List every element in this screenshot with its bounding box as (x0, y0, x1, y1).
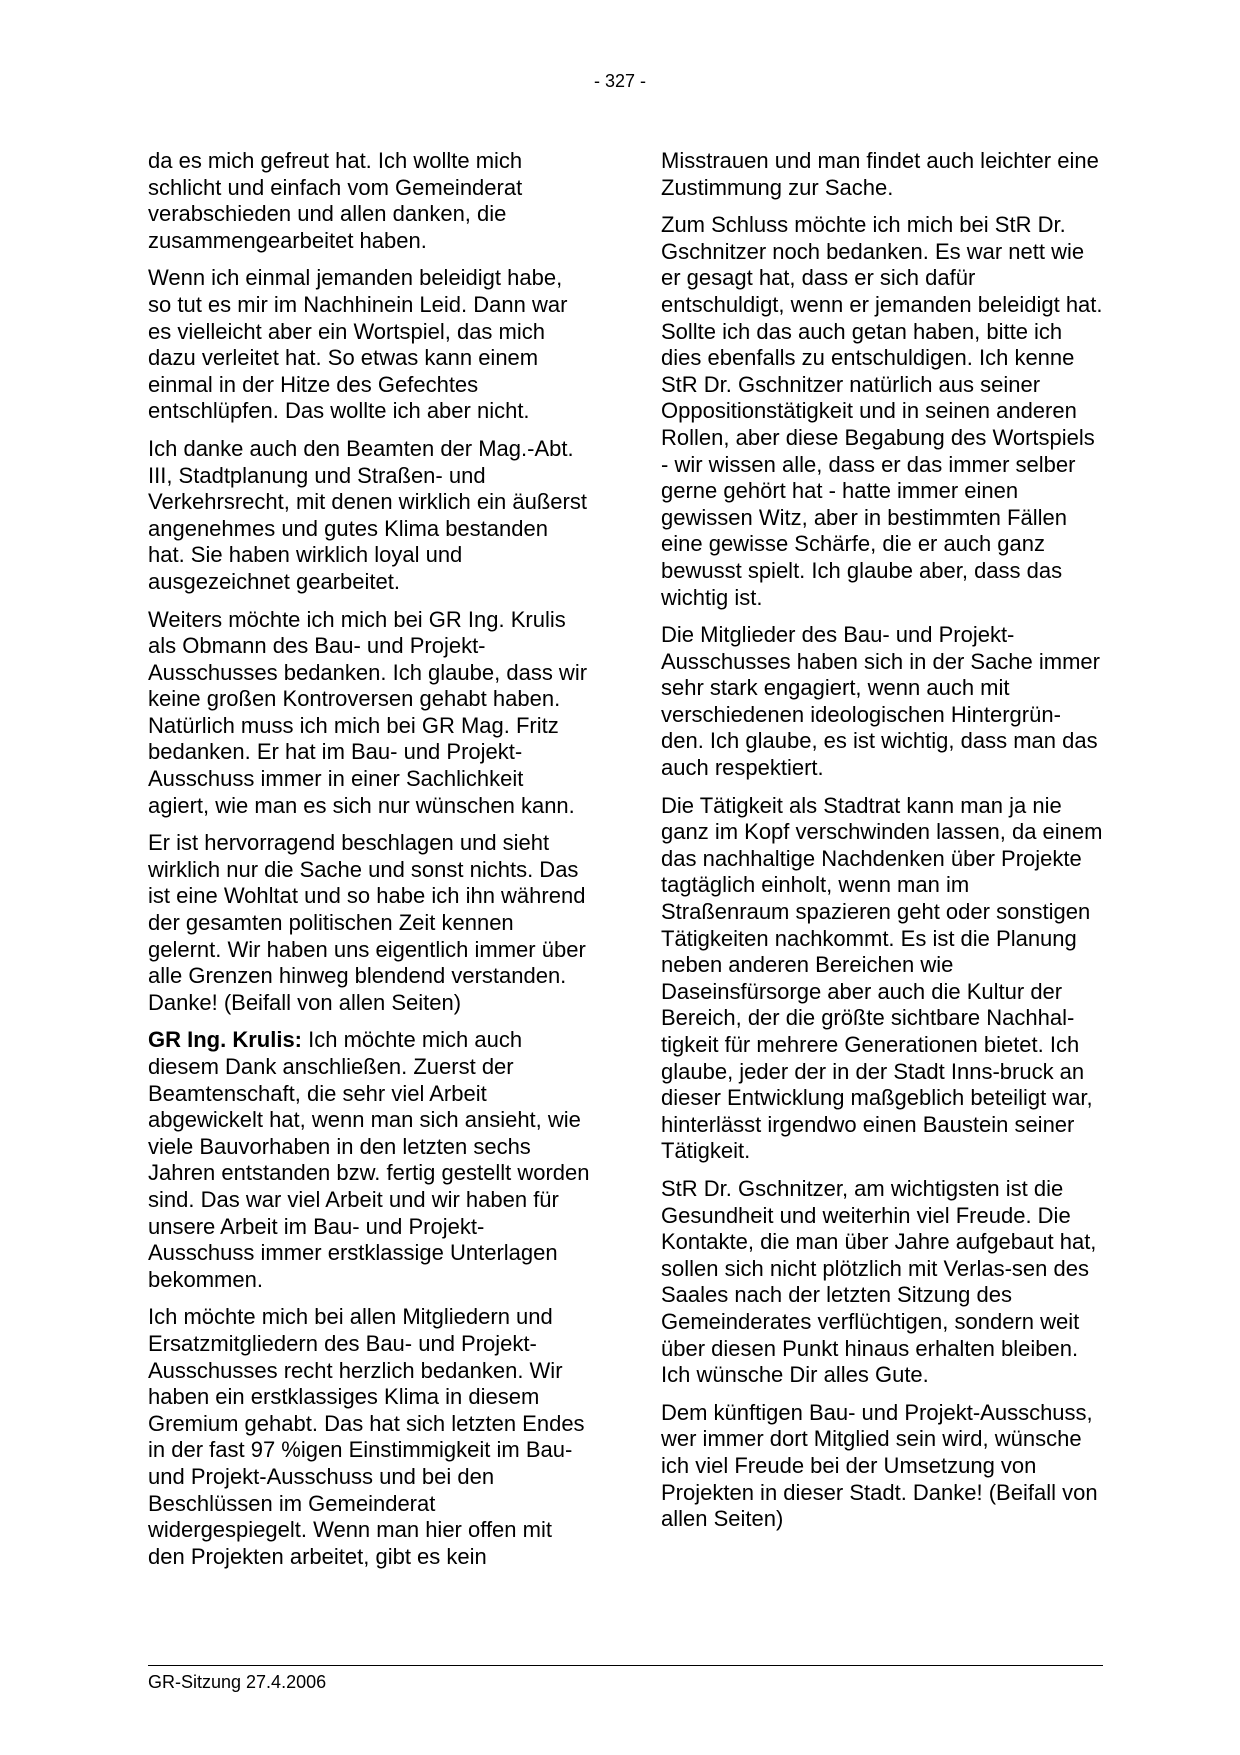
paragraph: da es mich gefreut hat. Ich wollte mich schlicht und einfach vom Gemeinderat verabschieden und allen danken, die zusammengearbeitet haben. (148, 148, 523, 253)
speaker-paragraph (148, 1027, 590, 1293)
right-column (661, 148, 1103, 1544)
paragraph: Dem künftigen Bau- und Projekt-Ausschuss, wer immer dort Mitglied sein wird, wünsche ich viel Freude bei der Umsetzung von Projekten in dieser Stadt. Danke! (Beifall von allen Seiten) (661, 1399, 1098, 1532)
paragraph: Ich möchte mich bei allen Mitgliedern und Ersatzmitgliedern des Bau- und Projekt-Ausschusses recht herzlich bedanken. Wir haben ein erstklassiges Klima in diesem Gremium gehabt. Das hat sich letzten Endes in der fast 97 %igen Einstimmigkeit im Bau- und Projekt-Ausschuss und bei den Beschlüssen im Gemeinderat widergespiegelt. Wenn man hier offen mit den Projekten arbeitet, gibt es kein (148, 1304, 585, 1569)
paragraph: Zum Schluss möchte ich mich bei StR Dr. Gschnitzer noch bedanken. Es war nett wie er gesagt hat, dass er sich dafür entschuldigt, wenn er jemanden beleidigt hat. Sollte ich das auch getan haben, bitte ich dies ebenfalls zu entschuldigen. Ich kenne StR Dr. Gschnitzer natürlich aus seiner Oppositionstätigkeit und in seinen anderen Rollen, aber diese Begabung des Wortspiels - wir wissen alle, dass er das immer selber gerne gehört hat - hatte immer einen gewissen Witz, aber in bestimmten Fällen eine gewisse Schärfe, die er auch ganz bewusst spielt. Ich glaube aber, dass das wichtig ist. (661, 212, 1103, 610)
paragraph: StR Dr. Gschnitzer, am wichtigsten ist die Gesundheit und weiterhin viel Freude. Die Kontakte, die man über Jahre aufgebaut hat, sollen sich nicht plötzlich mit Verlas-sen des Saales nach der letzten Sitzung des Gemeinderates verflüchtigen, sondern weit über diesen Punkt hinaus erhalten bleiben. Ich wünsche Dir alles Gute. (661, 1175, 1097, 1388)
speaker-text: Ich möchte mich auch diesem Dank anschließen. Zuerst der Beamtenschaft, die sehr viel Arbeit abgewickelt hat, wenn man sich ansieht, wie viele Bauvorhaben in den letzten sechs Jahren entstanden bzw. fertig gestellt worden sind. Das war viel Arbeit und wir haben für unsere Arbeit im Bau- und Projekt-Ausschuss immer erstklassige Unterlagen bekommen. (148, 1027, 590, 1292)
paragraph: Die Mitglieder des Bau- und Projekt-Ausschusses haben sich in der Sache immer sehr stark engagiert, wenn auch mit verschiedenen ideologischen Hintergrün-den. Ich glaube, es ist wichtig, dass man das auch respektiert. (661, 622, 1100, 781)
paragraph: Weiters möchte ich mich bei GR Ing. Krulis als Obmann des Bau- und Projekt-Ausschusses bedanken. Ich glaube, dass wir keine großen Kontroversen gehabt haben. Natürlich muss ich mich bei GR Mag. Fritz bedanken. Er hat im Bau- und Projekt-Ausschuss immer in einer Sachlichkeit agiert, wie man es sich nur wünschen kann. (148, 606, 588, 818)
paragraph: Wenn ich einmal jemanden beleidigt habe, so tut es mir im Nachhinein Leid. Dann war es vielleicht aber ein Wortspiel, das mich dazu verleitet hat. So etwas kann einem einmal in der Hitze des Gefechtes entschlüpfen. Das wollte ich aber nicht. (148, 265, 568, 424)
paragraph: Die Tätigkeit als Stadtrat kann man ja nie ganz im Kopf verschwinden lassen, da einem das nachhaltige Nachdenken über Projekte tagtäglich einholt, wenn man im Straßenraum spazieren geht oder sonstigen Tätigkeiten nachkommt. Es ist die Planung neben anderen Bereichen wie Daseinsfürsorge aber auch die Kultur der Bereich, der die größte sichtbare Nachhal-tigkeit für mehrere Generationen bietet. Ich glaube, jeder der in der Stadt Inns-bruck an dieser Entwicklung maßgeblich beteiligt war, hinterlässt irgendwo einen Baustein seiner Tätigkeit. (661, 792, 1103, 1164)
speaker-name: GR Ing. Krulis: (148, 1027, 302, 1053)
paragraph: Er ist hervorragend beschlagen und sieht wirklich nur die Sache und sonst nichts. Das ist eine Wohltat und so habe ich ihn während der gesamten politischen Zeit kennen gelernt. Wir haben uns eigentlich immer über alle Grenzen hinweg blendend verstanden. Danke! (Beifall von allen Seiten) (148, 830, 586, 1015)
paragraph: Misstrauen und man findet auch leichter eine Zustimmung zur Sache. (661, 148, 1099, 200)
page-number: - 327 - (593, 71, 647, 91)
paragraph: Ich danke auch den Beamten der Mag.-Abt. III, Stadtplanung und Straßen- und Verkehrsrecht, mit denen wirklich ein äußerst angenehmes und gutes Klima bestanden hat. Sie haben wirklich loyal und ausgezeichnet gearbeitet. (148, 435, 587, 594)
footer-divider (148, 1665, 1103, 1666)
left-column (148, 148, 590, 1581)
footer-text: GR-Sitzung 27.4.2006 (148, 1672, 327, 1692)
